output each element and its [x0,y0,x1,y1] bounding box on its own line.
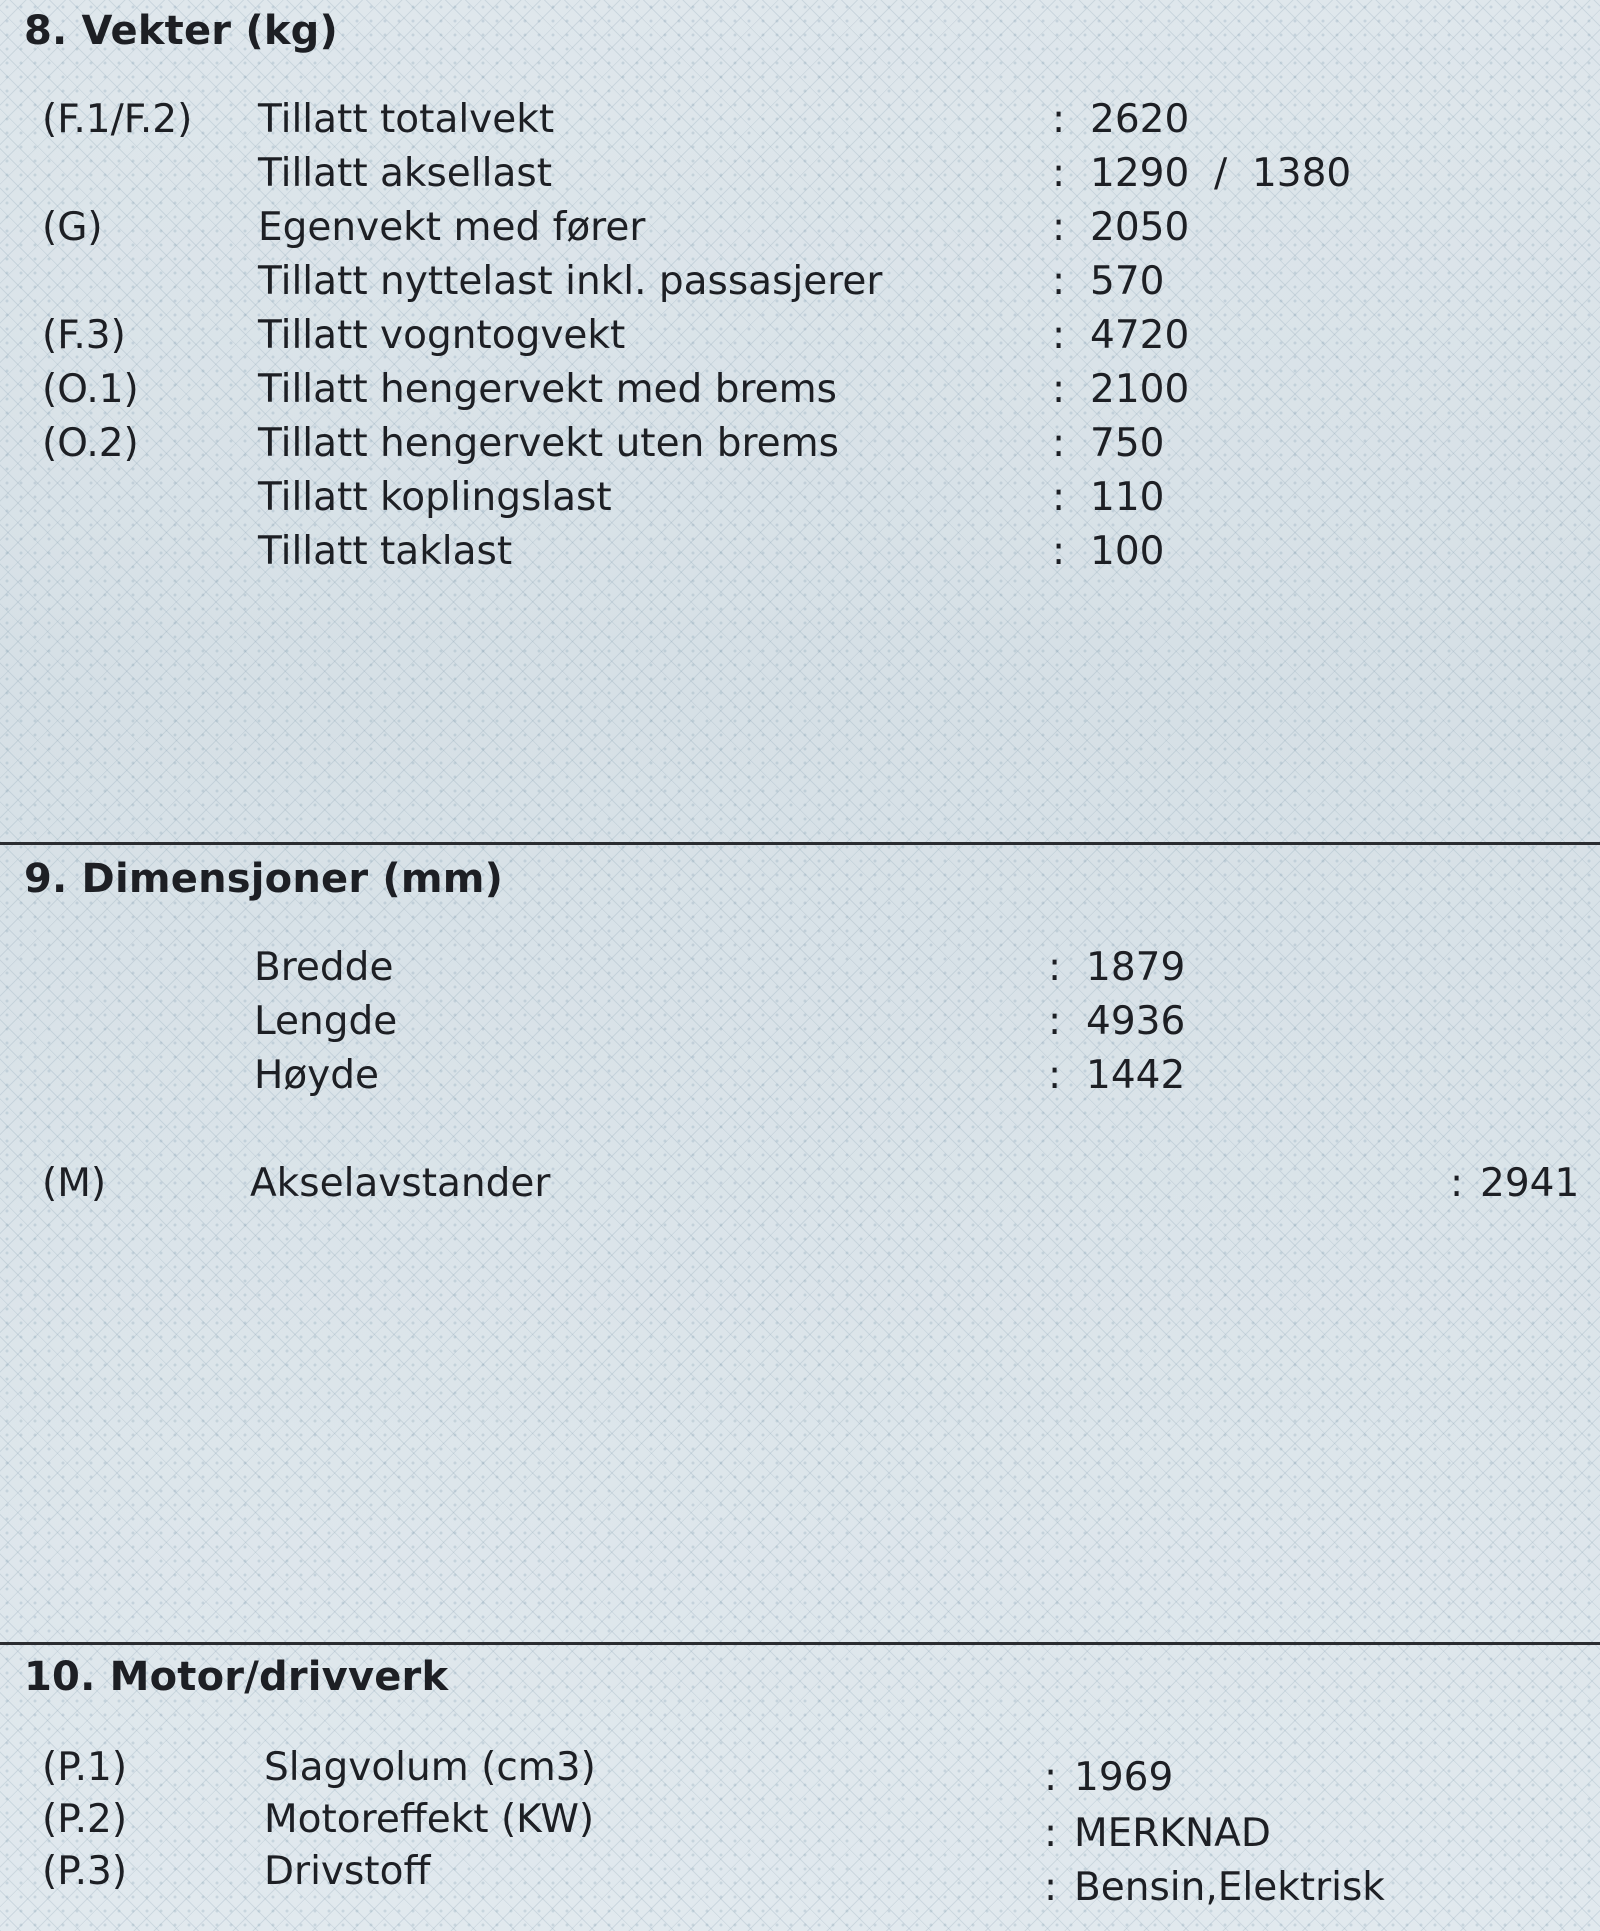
row-value: 4936 [1086,999,1186,1044]
row-label: Tillatt hengervekt med brems [258,367,837,412]
row-label: Tillatt hengervekt uten brems [258,421,839,466]
row-value: 1290 / 1380 [1090,151,1352,196]
row-label: Tillatt nyttelast inkl. passasjerer [258,259,883,304]
row-value: 2050 [1090,205,1190,250]
row-colon: : [1052,529,1066,574]
row-value: 1969 [1074,1755,1174,1800]
row-colon: : [1052,367,1066,412]
row-label: Tillatt aksellast [258,151,552,196]
section-8-heading: 8. Vekter (kg) [24,8,338,54]
row-value: Bensin,Elektrisk [1074,1865,1385,1910]
section-9-heading: 9. Dimensjoner (mm) [24,856,504,902]
row-label: Tillatt koplingslast [258,475,612,520]
row-value: 4720 [1090,313,1190,358]
row-code: (M) [42,1161,107,1206]
row-colon: : [1044,1865,1058,1910]
row-value: 750 [1090,421,1165,466]
row-label: Motoreffekt (KW) [264,1797,595,1842]
row-value: 2620 [1090,97,1190,142]
row-label: Drivstoff [264,1849,431,1894]
row-value: 1442 [1086,1053,1186,1098]
row-colon: : [1052,97,1066,142]
row-colon: : [1044,1755,1058,1800]
row-code: (O.1) [42,367,139,412]
row-code: (P.1) [42,1745,128,1790]
row-colon: : [1450,1161,1464,1206]
row-label: Lengde [254,999,398,1044]
row-colon: : [1044,1811,1058,1856]
row-label: Tillatt taklast [258,529,513,574]
row-code: (O.2) [42,421,139,466]
row-colon: : [1048,945,1062,990]
row-colon: : [1052,421,1066,466]
row-label: Egenvekt med fører [258,205,646,250]
row-label: Akselavstander [250,1161,551,1206]
row-colon: : [1052,259,1066,304]
row-colon: : [1052,205,1066,250]
row-value: MERKNAD [1074,1811,1271,1856]
row-code: (P.3) [42,1849,128,1894]
row-colon: : [1048,1053,1062,1098]
row-label: Tillatt totalvekt [258,97,555,142]
row-code: (P.2) [42,1797,128,1842]
row-label: Slagvolum (cm3) [264,1745,596,1790]
row-colon: : [1052,151,1066,196]
row-value: 1879 [1086,945,1186,990]
row-colon: : [1048,999,1062,1044]
row-code: (F.1/F.2) [42,97,193,142]
row-label: Høyde [254,1053,380,1098]
row-code: (G) [42,205,103,250]
section-10-heading: 10. Motor/drivverk [24,1654,449,1700]
row-value: 570 [1090,259,1165,304]
row-value: 2100 [1090,367,1190,412]
row-colon: : [1052,475,1066,520]
row-value: 2941 [1480,1161,1580,1206]
row-value: 100 [1090,529,1165,574]
row-code: (F.3) [42,313,126,358]
section-divider [0,842,1600,845]
row-colon: : [1052,313,1066,358]
section-divider [0,1642,1600,1645]
row-value: 110 [1090,475,1165,520]
row-label: Bredde [254,945,394,990]
row-label: Tillatt vogntogvekt [258,313,626,358]
